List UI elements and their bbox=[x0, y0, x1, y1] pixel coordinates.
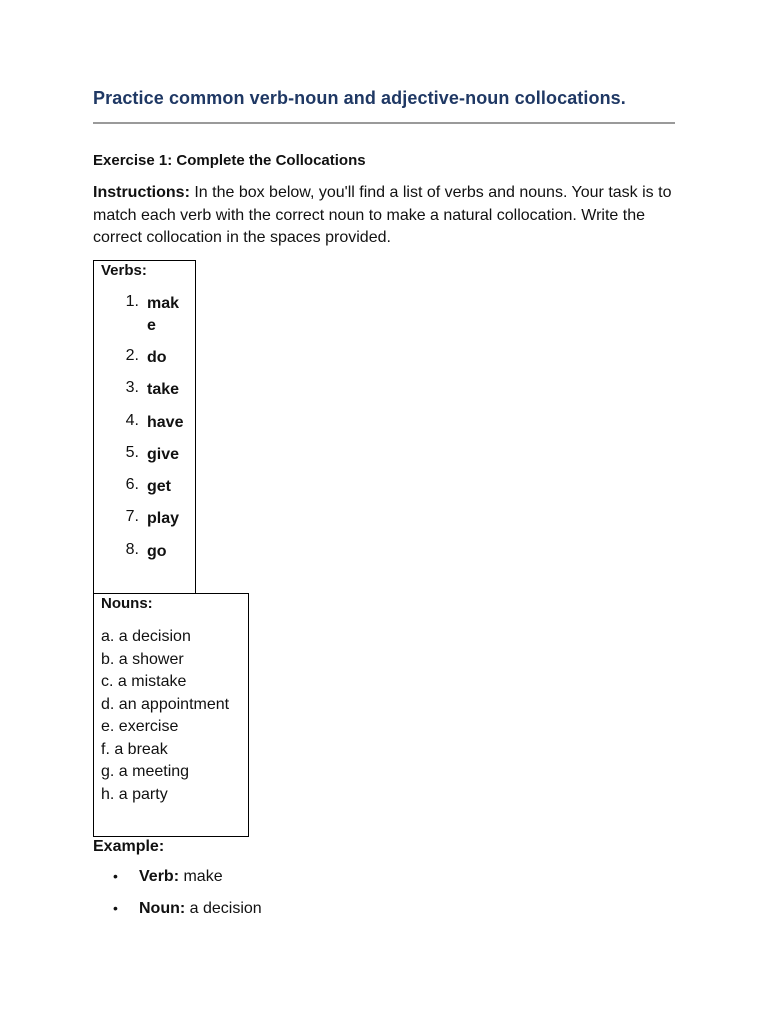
page-title: Practice common verb-noun and adjective-noun collocations. bbox=[93, 88, 626, 108]
list-item bbox=[94, 412, 195, 444]
list-item: d. an appointment bbox=[101, 695, 230, 713]
verb-number: 8. bbox=[125, 540, 139, 558]
list-item bbox=[94, 379, 195, 411]
list-item: h. a party bbox=[101, 785, 168, 803]
example-value: a decision bbox=[185, 900, 262, 917]
verbs-label: Verbs: bbox=[101, 262, 147, 279]
verb-word: go bbox=[147, 542, 167, 560]
bullet-icon: • bbox=[113, 868, 118, 884]
verb-list bbox=[94, 293, 195, 573]
verbs-box bbox=[93, 260, 196, 594]
verb-number: 6. bbox=[125, 476, 139, 494]
example-key: Noun: bbox=[139, 900, 186, 917]
exercise-heading: Exercise 1: Complete the Collocations bbox=[93, 152, 366, 169]
list-item bbox=[94, 508, 195, 540]
instructions-text: In the box below, you'll find a list of verbs and nouns. Your task is to match each verb with the correct noun to make a natural collocation. Write the correct collocation in the spaces provided. bbox=[93, 184, 672, 246]
noun-list bbox=[101, 626, 229, 806]
bullet-icon: • bbox=[113, 900, 118, 916]
list-item bbox=[94, 476, 195, 508]
nouns-label: Nouns: bbox=[101, 595, 153, 612]
instructions-paragraph bbox=[93, 182, 683, 250]
list-item: b. a shower bbox=[101, 650, 184, 668]
verb-word: take bbox=[147, 381, 180, 399]
list-item: c. a mistake bbox=[101, 673, 187, 690]
list-item bbox=[94, 293, 195, 347]
list-item bbox=[94, 444, 195, 476]
verb-word: make bbox=[147, 295, 180, 334]
title-divider bbox=[93, 122, 675, 124]
example-key: Verb: bbox=[139, 868, 180, 885]
list-item: f. a break bbox=[101, 740, 168, 758]
list-item bbox=[94, 541, 195, 573]
example-text bbox=[139, 868, 223, 886]
list-item: e. exercise bbox=[101, 718, 179, 735]
verb-word: give bbox=[147, 445, 180, 463]
list-item: a. a decision bbox=[101, 628, 191, 645]
nouns-box bbox=[93, 593, 249, 837]
verb-number: 7. bbox=[125, 508, 139, 526]
verb-word: have bbox=[147, 413, 184, 431]
verb-number: 5. bbox=[125, 443, 139, 461]
verb-number: 3. bbox=[125, 379, 139, 397]
verb-number: 4. bbox=[125, 411, 139, 429]
list-item bbox=[94, 347, 195, 379]
list-item: g. a meeting bbox=[101, 763, 190, 780]
verb-word: do bbox=[147, 349, 167, 366]
example-value: make bbox=[179, 868, 223, 885]
example-label: Example: bbox=[93, 838, 165, 855]
instructions-label: Instructions: bbox=[93, 184, 190, 201]
example-text bbox=[139, 900, 262, 918]
verb-number: 1. bbox=[125, 293, 139, 310]
verb-number: 2. bbox=[125, 347, 139, 364]
verb-word: play bbox=[147, 510, 180, 528]
verb-word: get bbox=[147, 478, 171, 496]
